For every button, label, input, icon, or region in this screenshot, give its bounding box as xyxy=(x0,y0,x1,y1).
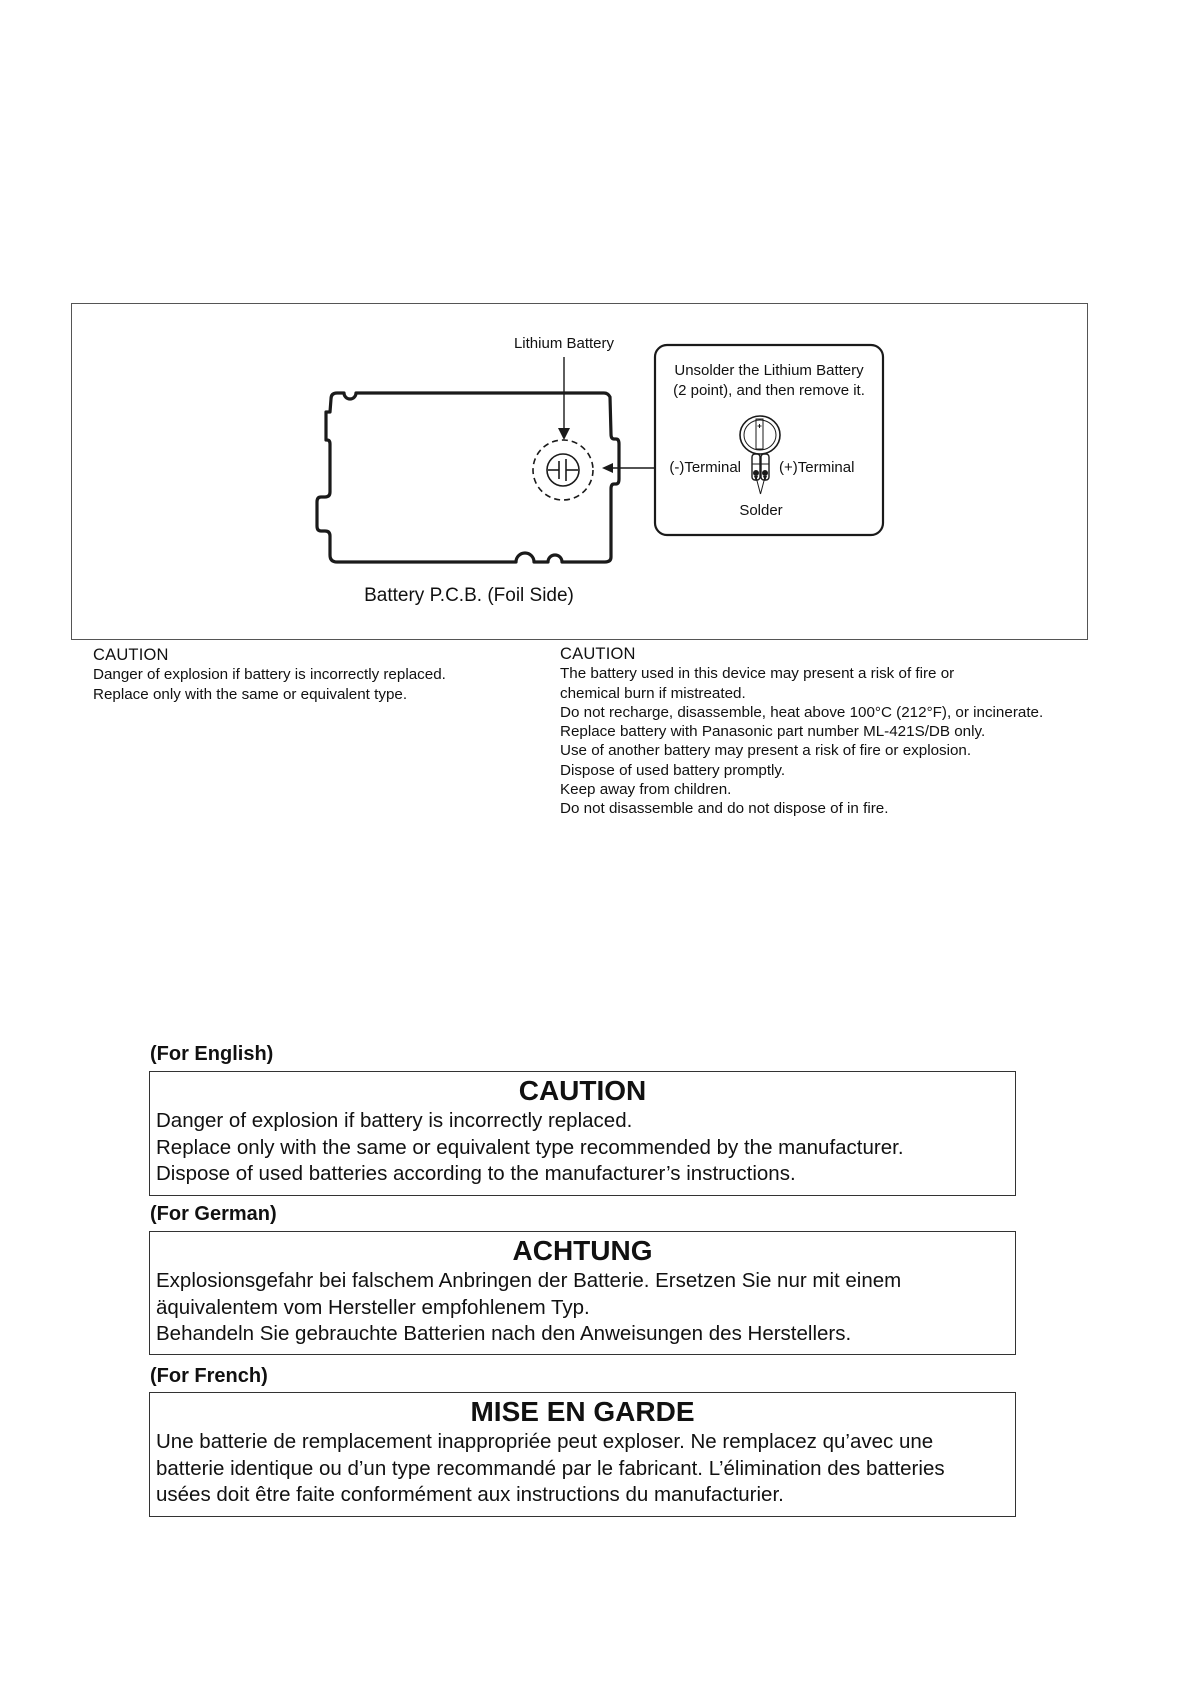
pcb-outline xyxy=(317,393,619,562)
caution-right-line: Use of another battery may present a risk of fire or explosion. xyxy=(560,742,972,760)
english-caution-box xyxy=(149,1071,1016,1196)
plus-terminal-label: (+)Terminal xyxy=(779,459,855,476)
battery-dashed-circle xyxy=(533,440,593,500)
minus-terminal-label: (-)Terminal xyxy=(669,459,741,476)
german-line: Explosionsgefahr bei falschem Anbringen der Batterie. Ersetzen Sie nur mit einem xyxy=(156,1269,902,1292)
french-title: MISE EN GARDE xyxy=(470,1396,695,1427)
german-line: Behandeln Sie gebrauchte Batterien nach den Anweisungen des Herstellers. xyxy=(156,1322,852,1345)
english-label: (For English) xyxy=(150,1043,274,1065)
french-line: usées doit être faite conformément aux instructions du manufacturier. xyxy=(156,1483,784,1506)
caution-right-heading: CAUTION xyxy=(560,645,636,663)
caution-right-line: Replace battery with Panasonic part number ML-421S/DB only. xyxy=(560,723,986,741)
caution-right-line: Keep away from children. xyxy=(560,781,732,799)
pcb-caption: Battery P.C.B. (Foil Side) xyxy=(364,585,574,606)
solder-label: Solder xyxy=(739,502,783,519)
caution-right-line: Do not recharge, disassemble, heat above 100°C (212°F), or incinerate. xyxy=(560,703,1044,721)
english-line: Replace only with the same or equivalent type recommended by the manufacturer. xyxy=(156,1135,904,1159)
caution-right-line: chemical burn if mistreated. xyxy=(560,684,746,702)
callout-line-2: (2 point), and then remove it. xyxy=(673,382,865,399)
french-line: batterie identique ou d’un type recommandé par le fabricant. L’élimination des batteries xyxy=(156,1456,945,1480)
german-label: (For German) xyxy=(150,1203,277,1225)
caution-left-line: Danger of explosion if battery is incorrectly replaced. xyxy=(93,666,446,684)
caution-left-line: Replace only with the same or equivalent type. xyxy=(93,685,408,703)
caution-left xyxy=(93,646,446,704)
caution-left-heading: CAUTION xyxy=(93,646,169,664)
coin-cell-icon xyxy=(740,416,780,494)
caution-right-line: The battery used in this device may present a risk of fire or xyxy=(560,665,955,683)
english-line: Danger of explosion if battery is incorrectly replaced. xyxy=(156,1109,633,1132)
caution-right-line: Dispose of used battery promptly. xyxy=(560,761,786,779)
french-line: Une batterie de remplacement inappropriée peut exploser. Ne remplacez qu’avec une xyxy=(156,1430,934,1453)
french-label: (For French) xyxy=(150,1365,268,1387)
french-caution-box xyxy=(149,1392,1016,1517)
callout-line-1: Unsolder the Lithium Battery xyxy=(674,362,864,379)
caution-right xyxy=(560,645,1043,819)
lithium-battery-label: Lithium Battery xyxy=(513,335,615,352)
german-caution-box xyxy=(149,1231,1016,1355)
caution-right-line: Do not disassemble and do not dispose of in fire. xyxy=(560,800,889,818)
german-line: äquivalentem vom Hersteller empfohlenem Typ. xyxy=(156,1295,590,1319)
battery-pcb-diagram xyxy=(72,304,1089,641)
german-title: ACHTUNG xyxy=(512,1235,653,1266)
english-line: Dispose of used batteries according to the manufacturer’s instructions. xyxy=(156,1162,796,1185)
english-title: CAUTION xyxy=(518,1075,647,1106)
battery-pcb-figure xyxy=(71,303,1088,640)
